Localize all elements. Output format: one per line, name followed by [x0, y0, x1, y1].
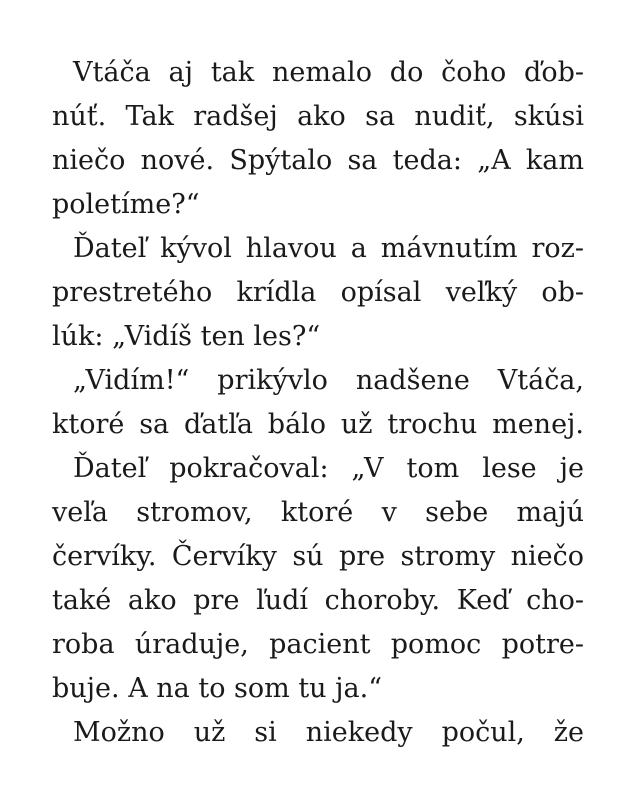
paragraph-3	[52, 359, 584, 447]
paragraph-5	[52, 711, 584, 755]
text-line: Možno už si niekedy počul, že	[73, 717, 584, 748]
text-line: prestretého krídla opísal veľký ob-	[52, 277, 584, 308]
text-line: červíky. Červíky sú pre stromy niečo	[52, 541, 584, 572]
text-line: buje. A na to som tu ja.“	[52, 673, 382, 704]
text-line: roba úraduje, pacient pomoc potre-	[52, 629, 584, 660]
text-line: Ďateľ kývol hlavou a mávnutím roz-	[73, 233, 584, 264]
text-line: poletíme?“	[52, 189, 200, 220]
book-page	[52, 51, 584, 755]
text-line: také ako pre ľudí choroby. Keď cho-	[52, 585, 584, 616]
paragraph-2	[52, 227, 584, 359]
text-line: Ďateľ pokračoval: „V tom lese je	[73, 453, 584, 484]
paragraph-4	[52, 447, 584, 711]
paragraph-1	[52, 51, 584, 227]
text-line: niečo nové. Spýtalo sa teda: „A kam	[52, 145, 584, 176]
text-line: lúk: „Vidíš ten les?“	[52, 321, 321, 352]
text-line: veľa stromov, ktoré v sebe majú	[52, 497, 584, 528]
text-line: „Vidím!“ prikývlo nadšene Vtáča,	[73, 365, 584, 396]
text-line: ktoré sa ďatľa bálo už trochu menej.	[52, 409, 584, 440]
text-line: Vtáča aj tak nemalo do čoho ďob-	[73, 57, 584, 88]
text-line: núť. Tak radšej ako sa nudiť, skúsi	[52, 101, 584, 132]
